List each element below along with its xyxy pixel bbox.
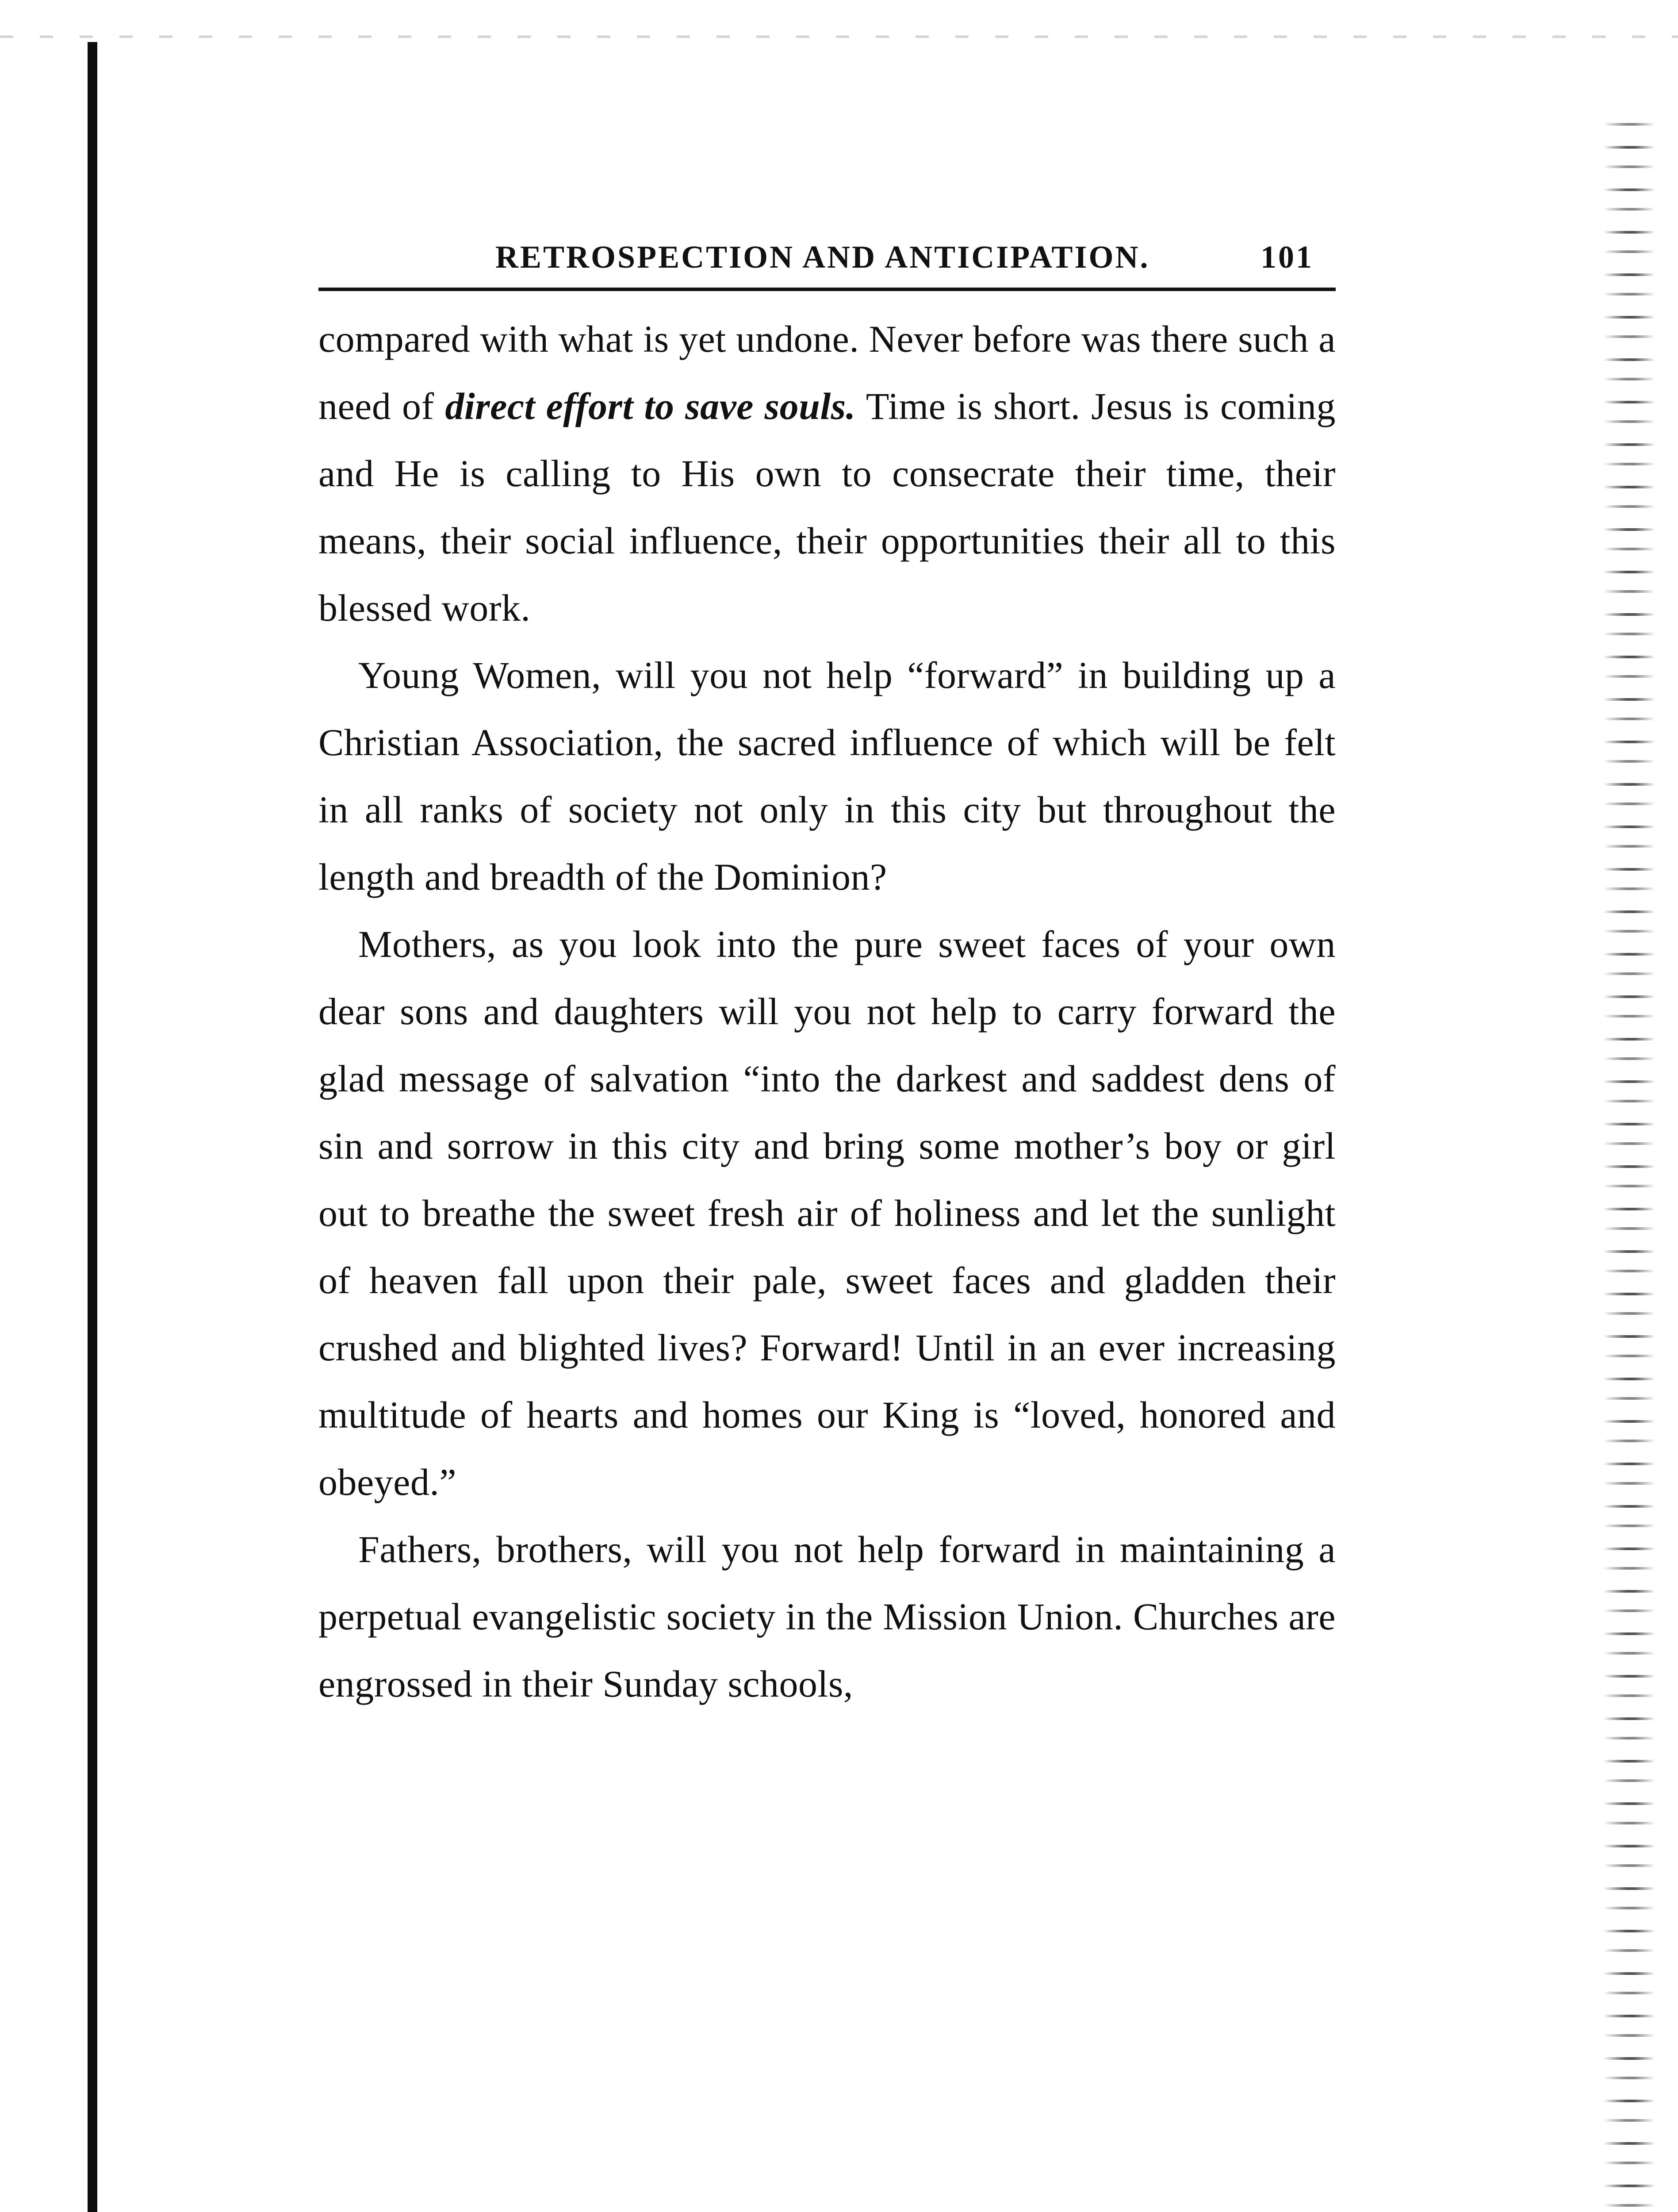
- binding-shadow: [88, 42, 97, 2212]
- paragraph-4: Fathers, brothers, will you not help forward in maintaining a perpetual evangelistic society in the Mission Union. Churches are engrossed in their Sunday schools,: [318, 1528, 1336, 1705]
- paragraph-1-end: Time is short. Jesus is coming and He is calling to His own to consecrate their time, their means, their social influence, their opportunities their all to this blessed work.: [318, 385, 1336, 629]
- header-rule: [318, 288, 1336, 291]
- running-head: [318, 230, 1336, 283]
- book-page: [318, 230, 1336, 1717]
- emphasized-phrase: direct effort to save souls.: [445, 385, 856, 427]
- paragraph-1: [318, 305, 1336, 641]
- page-edge-artifact: [1563, 106, 1678, 2212]
- paragraph-2: Young Women, will you not help “forward” in building up a Christian Association, the sacred influence of which will be felt in all ranks of society not only in this city but throughout the length and breadth of the Dominion?: [318, 654, 1336, 898]
- paragraph-1-start: compared with what is yet undone. Never before was there such a need of: [318, 318, 1336, 427]
- body-text: [318, 305, 1336, 1717]
- top-edge-artifact: [0, 35, 1678, 38]
- running-title: RETROSPECTION AND ANTICIPATION.: [495, 239, 1150, 275]
- paragraph-3: Mothers, as you look into the pure sweet faces of your own dear sons and daughters will you not help to carry forward the glad message of salvation “into the darkest and saddest dens of sin and sorrow in this city and bring some mother’s boy or girl out to breathe the sweet fresh air of holiness and let the sunlight of heaven fall upon their pale, sweet faces and gladden their crushed and blighted lives? Forward! Until in an ever increasing multitude of hearts and homes our King is “loved, honored and obeyed.”: [318, 923, 1336, 1503]
- page-number: 101: [1260, 239, 1314, 275]
